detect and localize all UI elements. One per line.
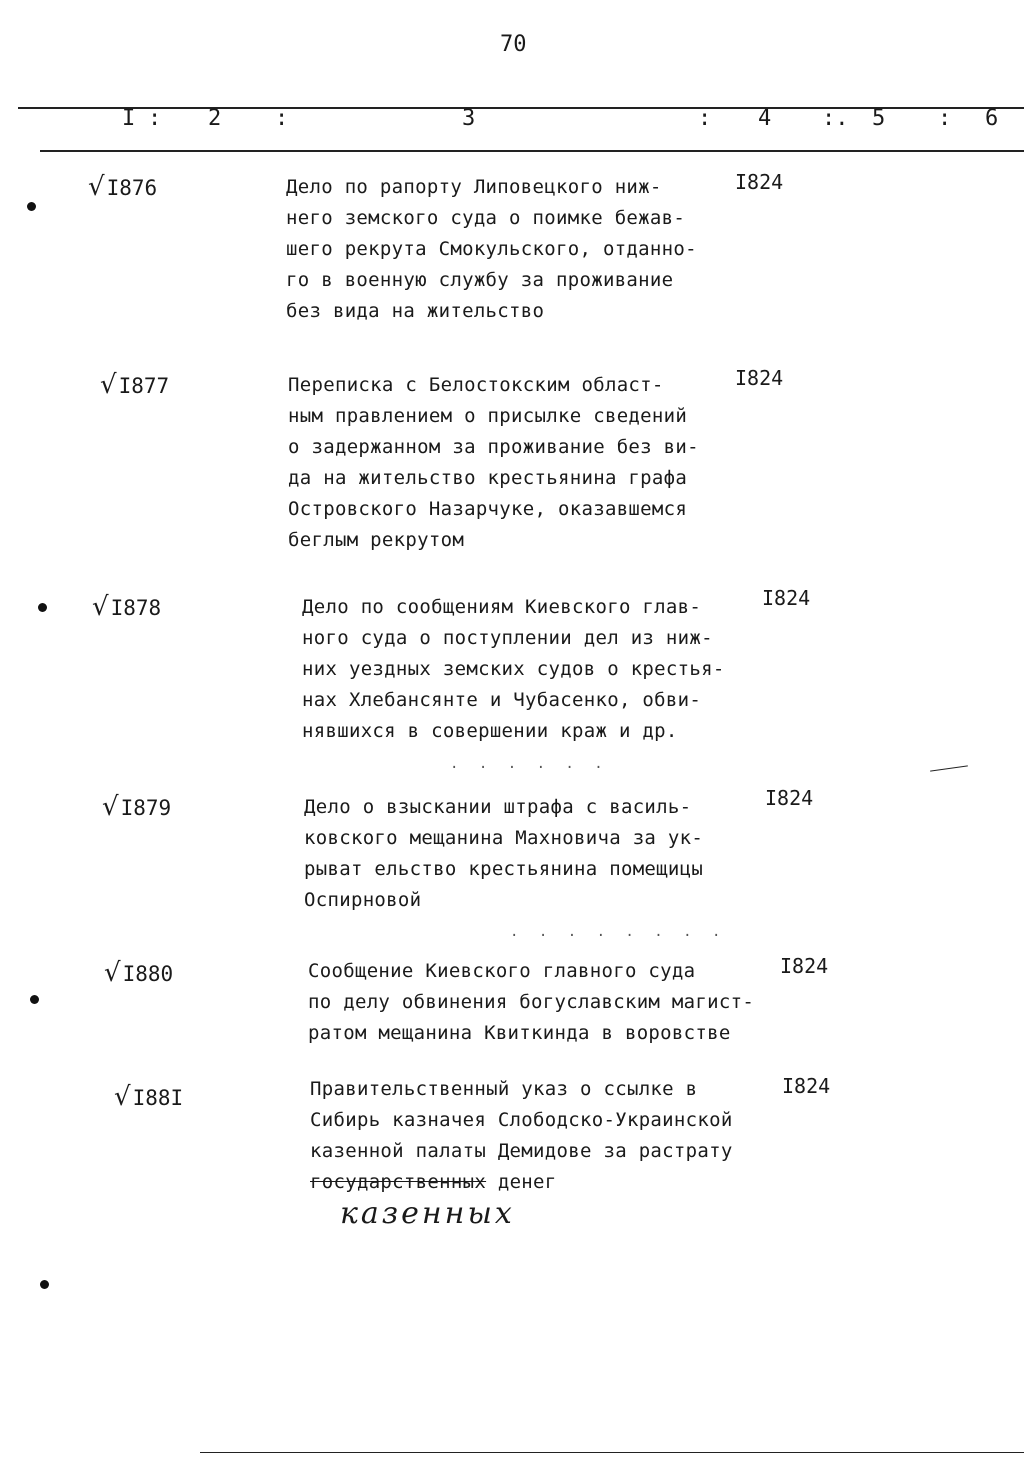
column-separator: : xyxy=(698,106,712,131)
column-5-label: 5 xyxy=(872,106,886,131)
entry-number: √I877 xyxy=(100,370,170,400)
margin-bullet xyxy=(38,603,47,612)
check-mark-icon: √ xyxy=(104,958,121,988)
entry-description: Переписка с Белостокским област- ным правлением о присылке сведений о задержанном за проживание без ви- да на жительство крестьянина графа Островского Назарчуке, оказавшемся беглым рекрутом xyxy=(288,374,699,551)
entry-number: √I88I xyxy=(114,1082,184,1112)
column-6-label: 6 xyxy=(985,106,999,131)
stray-dots: · · · · · · · · xyxy=(510,928,727,944)
column-4-label: 4 xyxy=(758,106,772,131)
entry-description: Дело по рапорту Липовецкого ниж- него земского суда о поимке бежав- шего рекрута Смокульского, отданно- го в военную службу за проживание без вида на жительство xyxy=(286,176,697,322)
column-separator: : xyxy=(275,106,289,131)
entry-description: Дело по сообщениям Киевского глав- ного суда о поступлении дел из ниж- них уездных земских судов о крестья- нах Хлебансянте и Чубасенко, обви- нявшихся в совершении краж и др. xyxy=(302,596,725,742)
struck-word: государственных xyxy=(310,1171,487,1193)
entry-number: √I876 xyxy=(88,172,158,202)
entry-year: I824 xyxy=(780,954,829,978)
entry-description: Сообщение Киевского главного суда по делу обвинения богуславским магист- ратом мещанина Квиткинда в воровстве xyxy=(308,960,755,1044)
entry-number: √I878 xyxy=(92,592,162,622)
margin-bullet xyxy=(27,202,36,211)
check-mark-icon: √ xyxy=(92,592,109,622)
entry-year: I824 xyxy=(735,366,784,390)
column-1-label: I xyxy=(122,106,136,131)
check-mark-icon: √ xyxy=(102,792,119,822)
footer-rule xyxy=(200,1452,1024,1453)
entry-description: Дело о взыскании штрафа с василь- ковского мещанина Махновича за ук- рыват ельство крестьянина помещицы Оспирновой xyxy=(304,796,704,911)
margin-bullet xyxy=(40,1280,49,1289)
check-mark-icon: √ xyxy=(88,172,105,202)
column-separator: : xyxy=(148,106,162,131)
column-2-label: 2 xyxy=(208,106,222,131)
entry-year: I824 xyxy=(782,1074,831,1098)
entry-number: √I880 xyxy=(104,958,174,988)
entry-description: Правительственный указ о ссылке в Сибирь казначея Слободско-Украинской казенной палаты Демидове за растрату государственных денег xyxy=(310,1078,733,1193)
header-bottom-rule xyxy=(40,150,1024,152)
stray-dots: · · · · · · xyxy=(450,760,609,776)
column-3-label: 3 xyxy=(462,106,476,131)
check-mark-icon: √ xyxy=(114,1082,131,1112)
margin-bullet xyxy=(30,995,39,1004)
entry-year: I824 xyxy=(735,170,784,194)
entry-year: I824 xyxy=(762,586,811,610)
check-mark-icon: √ xyxy=(100,370,117,400)
handwritten-correction: казенных xyxy=(340,1196,515,1231)
column-separator: :. xyxy=(822,106,849,131)
margin-pencil-mark xyxy=(930,765,968,771)
column-separator: : xyxy=(938,106,952,131)
page-number: 70 xyxy=(500,32,527,57)
entry-year: I824 xyxy=(765,786,814,810)
entry-number: √I879 xyxy=(102,792,172,822)
